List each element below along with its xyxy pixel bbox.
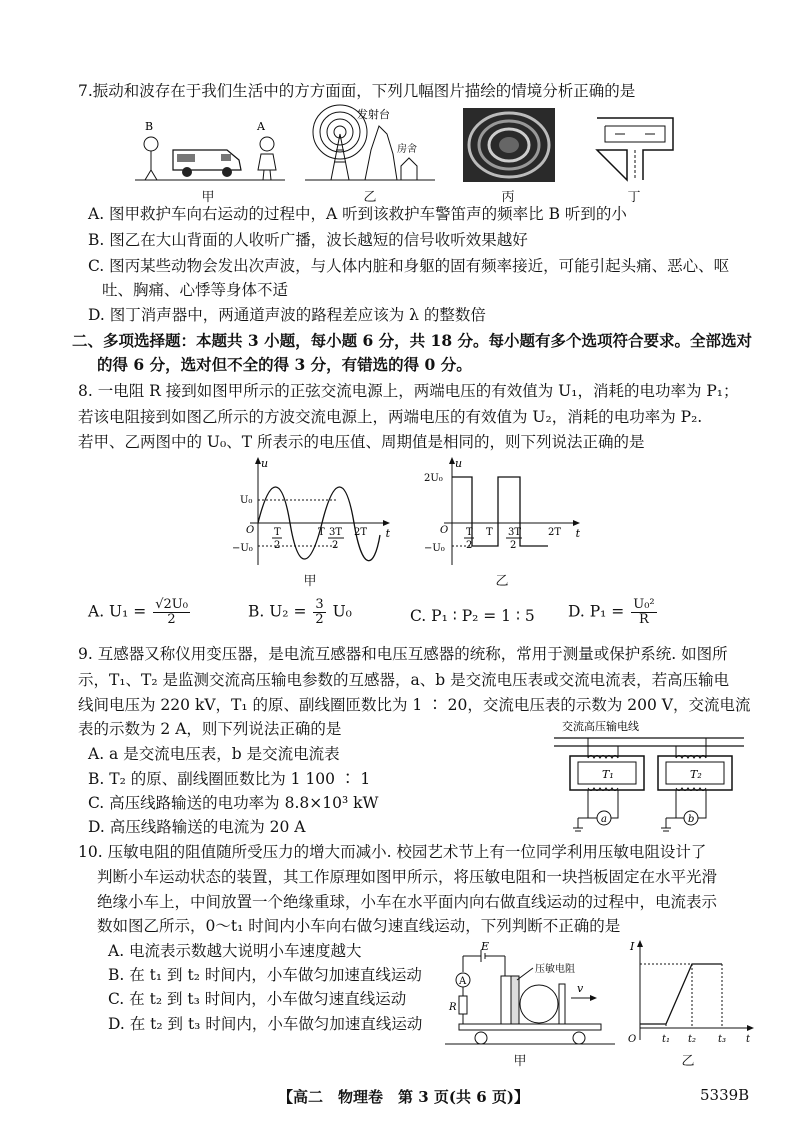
q8b-3T: 3T: [508, 527, 522, 538]
q10-fig-label-yi: 乙: [681, 1054, 695, 1069]
q8a-u: u: [261, 457, 269, 470]
q7-figure-ding: [585, 110, 685, 182]
q8-graph-yi: [420, 455, 580, 570]
q7-figure-jia: [135, 112, 285, 184]
q8-line-1: 8. 一电阻 R 接到如图甲所示的正弦交流电源上，两端电压的有效值为 U₁，消耗的电功率为 P₁；: [78, 382, 739, 400]
q8-fig-label-yi: 乙: [495, 574, 509, 589]
q7-fig-fasheta: 发射台: [357, 108, 390, 121]
q7-fig-label-yi: 乙: [363, 190, 377, 205]
q8a-neg-u0: −U₀: [232, 543, 253, 554]
q8b-u: u: [455, 457, 463, 470]
house-icon: [401, 158, 417, 180]
resistor-icon: [459, 996, 467, 1014]
ball-icon: [520, 985, 558, 1023]
q7-fig-b: B: [145, 120, 154, 133]
q9-fig-a: a: [601, 814, 607, 825]
q8b-T-num: T: [466, 527, 473, 538]
q9-option-d: D. 高压线路输送的电流为 20 A: [88, 818, 306, 836]
q9-fig-t1: T₁: [602, 768, 614, 781]
q7-fig-fangshe: 房舍: [397, 144, 417, 155]
q8-option-d: D. P₁ = $\frac{\text{U₀²}}{R}$: [568, 597, 655, 627]
q7-figure-yi: [305, 104, 435, 184]
q7-option-d: D. 图丁消声器中，两通道声波的路程差应该为 λ 的整数倍: [88, 306, 486, 324]
q8a-T: T: [318, 527, 325, 538]
current-curve: [640, 964, 722, 1024]
q8a-t: t: [385, 527, 390, 540]
tower-icon: [331, 134, 349, 180]
q10-fig-t1: t₁: [662, 1034, 671, 1045]
q8-line-2: 若该电阻接到如图乙所示的方波交流电源上，两端电压的有效值为 U₂，消耗的电功率为 P₂.: [78, 408, 703, 426]
q8-graph-jia: [230, 455, 390, 570]
q9-figure: [548, 716, 748, 834]
q10-fig-press: 压敏电阻: [535, 964, 575, 975]
pressure-resistor: [511, 976, 519, 1024]
q10-fig-a: A: [459, 976, 467, 987]
q8b-T: T: [486, 527, 493, 538]
q7-fig-label-jia: 甲: [201, 190, 215, 205]
page-footer: 【高二 物理卷 第 3 页(共 6 页)】: [278, 1088, 529, 1106]
q10-fig-v: v: [577, 982, 584, 995]
q8a-half: 2: [274, 540, 281, 551]
q10-option-d: D. 在 t₂ 到 t₃ 时间内，小车做匀加速直线运动: [108, 1015, 423, 1033]
q8b-2T: 2T: [548, 527, 562, 538]
q7-option-b: B. 图乙在大山背面的人收听广播，波长越短的信号收听效果越好: [88, 231, 528, 249]
q7-option-c-cont: 吐、胸痛、心悸等身体不适: [102, 281, 289, 299]
q9-option-a: A. a 是交流电压表，b 是交流电流表: [88, 745, 340, 763]
q10-figure-yi: [620, 936, 760, 1048]
q9-line-1: 9. 互感器又称仪用变压器，是电流互感器和电压互感器的统称，常用于测量或保护系统. 如图所: [78, 645, 728, 663]
cart-body: [459, 1024, 601, 1030]
q7-fig-label-ding: 丁: [627, 190, 641, 205]
q8b-half: 2: [466, 540, 473, 551]
q7-fig-a: A: [257, 120, 265, 133]
q10-option-a: A. 电流表示数越大说明小车速度越大: [108, 942, 362, 960]
q7-figure-bing: [463, 108, 555, 182]
person-a-head: [260, 137, 274, 151]
q10-line-4: 数如图乙所示，0～t₁ 时间内小车向右做匀速直线运动，下列判断不正确的是: [97, 917, 621, 935]
q10-fig-label-jia: 甲: [513, 1054, 527, 1069]
q10-option-b: B. 在 t₁ 到 t₂ 时间内，小车做匀加速直线运动: [108, 966, 422, 984]
q8b-2u0: 2U₀: [424, 473, 443, 484]
q7-option-a: A. 图甲救护车向右运动的过程中，A 听到该救护车警笛声的频率比 B 听到的小: [88, 205, 627, 223]
q8b-half2: 2: [510, 540, 517, 551]
q10-line-2: 判断小车运动状态的装置，其工作原理如图甲所示，将压敏电阻和一块挡板固定在水平光滑: [97, 868, 718, 886]
q9-option-c: C. 高压线路输送的电功率为 8.8×10³ kW: [88, 794, 379, 812]
q8a-u0: U₀: [240, 495, 253, 506]
q10-fig-t: t: [746, 1034, 751, 1045]
q9-line-2: 示，T₁、T₂ 是监测交流高压输电参数的互感器，a、b 是交流电压表或交流电流表，若高压输电: [78, 671, 730, 689]
q10-fig-r: R: [449, 1002, 457, 1013]
q10-fig-e: E: [481, 940, 490, 953]
q9-fig-title: 交流高压输电线: [562, 720, 639, 733]
q8a-3T: 3T: [329, 527, 343, 538]
q8b-t: t: [575, 527, 580, 540]
q8b-o: O: [440, 525, 449, 536]
q8a-o: O: [246, 525, 255, 536]
q8a-2T: 2T: [354, 527, 368, 538]
q9-line-3: 线间电压为 220 kV，T₁ 的原、副线圈匝数比为 1 ∶ 20，交流电压表的示数为 200 V，交流电流: [78, 696, 751, 714]
q10-fig-o: O: [628, 1034, 637, 1045]
q7-option-c: C. 图丙某些动物会发出次声波，与人体内脏和身躯的固有频率接近，可能引起头痛、恶心、呕: [88, 257, 730, 275]
animal-icon: [499, 137, 519, 153]
q9-line-4: 表的示数为 2 A，则下列说法正确的是: [78, 720, 342, 738]
person-b-head: [144, 137, 158, 151]
q8-option-a: A. U₁ = $\frac{\text{√2U₀}}{2}$: [88, 597, 188, 627]
person-a-body: [258, 154, 276, 170]
section2-heading-1: 二、多项选择题：本题共 3 小题，每小题 6 分，共 18 分。每小题有多个选项符合要求。全部选对: [72, 331, 753, 350]
q8b-neg-u0: −U₀: [424, 543, 445, 554]
q10-figure-jia: [445, 938, 615, 1048]
section2-heading-2: 的得 6 分，选对但不全的得 3 分，有错选的得 0 分。: [97, 355, 472, 374]
q10-option-c: C. 在 t₂ 到 t₃ 时间内，小车做匀速直线运动: [108, 990, 407, 1008]
q10-fig-t3: t₃: [718, 1034, 727, 1045]
q8-option-b: B. U₂ = $\frac{3}{2}$ U₀: [248, 597, 352, 627]
q10-line-3: 绝缘小车上，中间放置一个绝缘重球，小车在水平面内向右做直线运动的过程中，电流表示: [97, 893, 718, 911]
baffle: [559, 984, 565, 1024]
q8-fig-label-jia: 甲: [303, 574, 317, 589]
q7-stem: 7.振动和波存在于我们生活中的方方面面，下列几幅图片描绘的情境分析正确的是: [78, 82, 636, 100]
q9-fig-t2: T₂: [690, 768, 702, 781]
q10-line-1: 10. 压敏电阻的阻值随所受压力的增大而减小. 校园艺术节上有一位同学利用压敏电阻设计了: [78, 843, 707, 861]
q8a-half2: 2: [332, 540, 339, 551]
q10-fig-i: I: [630, 940, 635, 953]
q8-line-3: 若甲、乙两图中的 U₀、T 所表示的电压值、周期值是相同的，则下列说法正确的是: [78, 433, 645, 451]
mountain-icon: [365, 126, 397, 180]
q8a-T-num: T: [274, 527, 281, 538]
q10-fig-t2: t₂: [688, 1034, 697, 1045]
q7-fig-label-bing: 丙: [501, 190, 515, 205]
paper-code: 5339B: [700, 1086, 750, 1104]
q9-fig-b: b: [688, 814, 695, 825]
q8-option-c: C. P₁ ∶ P₂ = 1 ∶ 5: [410, 607, 535, 625]
q9-option-b: B. T₂ 的原、副线圈匝数比为 1 100 ∶ 1: [88, 770, 371, 788]
